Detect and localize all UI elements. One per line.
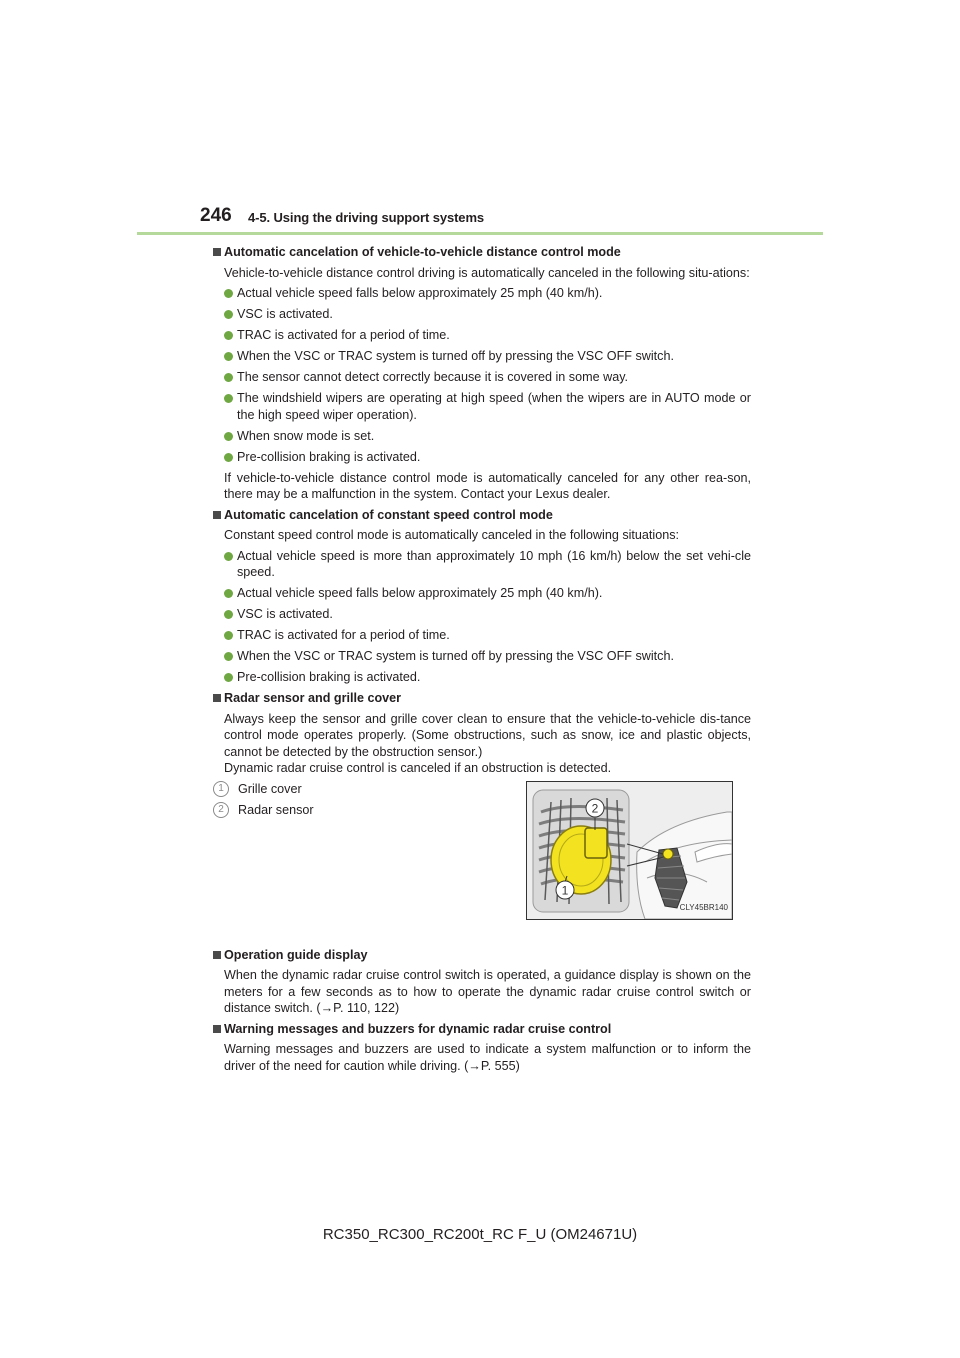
bullet-list xyxy=(213,548,751,686)
bullet-list xyxy=(213,285,751,465)
paragraph: If vehicle-to-vehicle distance control mode is automatically canceled for any other rea-son, there may be a malfunction in the system. Contact your Lexus dealer. xyxy=(224,470,751,501)
list-item: The windshield wipers are operating at high speed (when the wipers are in AUTO mode or the high speed wiper operation). xyxy=(224,390,751,423)
square-bullet-icon xyxy=(213,1025,221,1033)
page-header xyxy=(137,203,823,235)
paragraph: Constant speed control mode is automatically canceled in the following situations: xyxy=(224,528,680,542)
heading-text: Radar sensor and grille cover xyxy=(224,691,402,705)
square-bullet-icon xyxy=(213,248,221,256)
section-heading xyxy=(213,1021,751,1038)
callout-number-2: 2 xyxy=(213,802,229,818)
bullet-dot-icon xyxy=(224,453,233,462)
section-heading xyxy=(213,690,751,707)
legend-label: Grille cover xyxy=(238,781,302,796)
bullet-dot-icon xyxy=(224,673,233,682)
bullet-dot-icon xyxy=(224,289,233,298)
square-bullet-icon xyxy=(213,694,221,702)
list-item: Actual vehicle speed falls below approximately 25 mph (40 km/h). xyxy=(224,285,751,302)
list-item: Pre-collision braking is activated. xyxy=(224,669,751,686)
list-item: VSC is activated. xyxy=(224,606,751,623)
heading-text: Warning messages and buzzers for dynamic radar cruise control xyxy=(224,1021,612,1036)
section-heading xyxy=(213,244,751,261)
heading-text: Automatic cancelation of constant speed control mode xyxy=(224,507,553,522)
radar-sensor-illustration xyxy=(526,781,733,920)
legend-label: Radar sensor xyxy=(238,802,314,817)
paragraph: Vehicle-to-vehicle distance control driving is automatically canceled in the following situ-ations: xyxy=(224,265,750,280)
paragraph: Warning messages and buzzers are used to indicate a system malfunction or to inform the driver of the need for caution while driving. (→P. 555) xyxy=(224,1042,751,1073)
paragraph: Always keep the sensor and grille cover clean to ensure that the vehicle-to-vehicle dis-tance control mode operates properly. (Some obstructions, such as snow, ice and plastic objects, cannot be detected by the obstruction sensor.) Dynamic radar cruise control is canceled if an obstruction is detected. xyxy=(224,711,751,775)
car-front-illustration xyxy=(527,782,732,919)
bullet-dot-icon xyxy=(224,352,233,361)
header-rule xyxy=(137,232,823,235)
heading-text: Operation guide display xyxy=(224,947,368,962)
figure-row xyxy=(213,781,751,941)
page-number: 246 xyxy=(200,205,232,226)
page-content xyxy=(213,244,751,1078)
bullet-dot-icon xyxy=(224,373,233,382)
figure-code: CLY45BR140 xyxy=(679,903,728,912)
section-title: 4-5. Using the driving support systems xyxy=(248,210,485,225)
bullet-dot-icon xyxy=(224,652,233,661)
section-heading xyxy=(213,947,751,964)
square-bullet-icon xyxy=(213,951,221,959)
list-item: The sensor cannot detect correctly because it is covered in some way. xyxy=(224,369,751,386)
square-bullet-icon xyxy=(213,511,221,519)
svg-text:2: 2 xyxy=(591,801,599,815)
list-item: Pre-collision braking is activated. xyxy=(224,449,751,466)
list-item: TRAC is activated for a period of time. xyxy=(224,327,751,344)
list-item: Actual vehicle speed is more than approximately 10 mph (16 km/h) below the set vehi-cle speed. xyxy=(224,548,751,581)
bullet-dot-icon xyxy=(224,589,233,598)
list-item: VSC is activated. xyxy=(224,306,751,323)
list-item: Actual vehicle speed falls below approximately 25 mph (40 km/h). xyxy=(224,585,751,602)
callout-number-1: 1 xyxy=(213,781,229,797)
paragraph: When the dynamic radar cruise control switch is operated, a guidance display is shown on the meters for a few seconds as to how to operate the dynamic radar cruise control switch or distance switch. (→P. 110, 122) xyxy=(224,968,751,1015)
list-item: When the VSC or TRAC system is turned off by pressing the VSC OFF switch. xyxy=(224,348,751,365)
svg-text:1: 1 xyxy=(561,883,569,897)
heading-text: Automatic cancelation of vehicle-to-vehicle distance control mode xyxy=(224,245,621,259)
bullet-dot-icon xyxy=(224,552,233,561)
bullet-dot-icon xyxy=(224,310,233,319)
list-item: When snow mode is set. xyxy=(224,428,751,445)
page-footer: RC350_RC300_RC200t_RC F_U (OM24671U) xyxy=(322,1226,638,1243)
bullet-dot-icon xyxy=(224,394,233,403)
bullet-dot-icon xyxy=(224,331,233,340)
list-item: TRAC is activated for a period of time. xyxy=(224,627,751,644)
bullet-dot-icon xyxy=(224,610,233,619)
list-item: When the VSC or TRAC system is turned off by pressing the VSC OFF switch. xyxy=(224,648,751,665)
bullet-dot-icon xyxy=(224,631,233,640)
section-heading xyxy=(213,507,751,524)
bullet-dot-icon xyxy=(224,432,233,441)
